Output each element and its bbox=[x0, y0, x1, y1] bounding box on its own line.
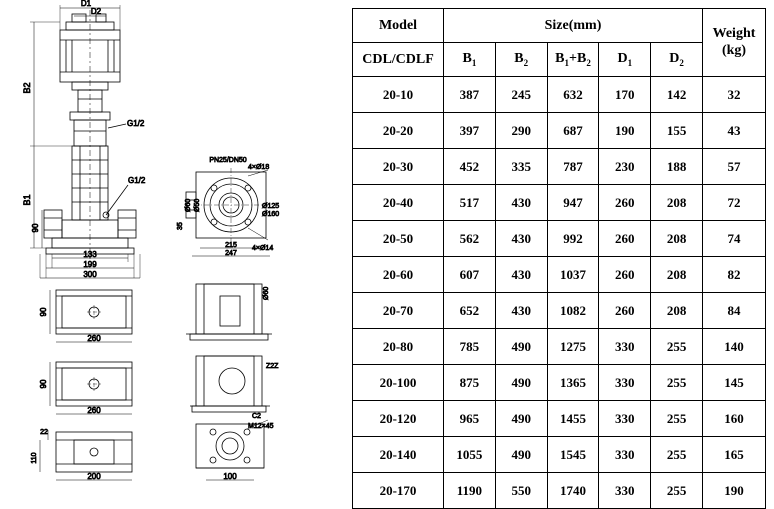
b1-cell: 562 bbox=[444, 221, 496, 257]
b2-cell: 290 bbox=[495, 113, 547, 149]
b2-cell: 430 bbox=[495, 185, 547, 221]
header-b1-plus-b2: $B_1+B_2$ bbox=[547, 43, 599, 77]
table-row bbox=[353, 365, 766, 401]
b1-cell: 652 bbox=[444, 293, 496, 329]
b1-cell: 387 bbox=[444, 77, 496, 113]
b1-plus-b2-cell: 632 bbox=[547, 77, 599, 113]
svg-text:Ø50: Ø50 bbox=[194, 198, 201, 212]
b2-cell: 550 bbox=[495, 473, 547, 509]
svg-text:22: 22 bbox=[40, 429, 48, 436]
svg-text:90: 90 bbox=[39, 307, 48, 317]
model-cell: 20-10 bbox=[353, 77, 444, 113]
d2-cell: 208 bbox=[651, 293, 703, 329]
b2-cell: 490 bbox=[495, 437, 547, 473]
model-cell: 20-40 bbox=[353, 185, 444, 221]
header-weight-line1: Weight bbox=[712, 26, 756, 42]
svg-text:D2: D2 bbox=[90, 7, 102, 16]
b2-cell: 430 bbox=[495, 257, 547, 293]
svg-text:300: 300 bbox=[83, 270, 97, 279]
b1-plus-b2-cell: 947 bbox=[547, 185, 599, 221]
b2-cell: 490 bbox=[495, 401, 547, 437]
header-model: Model bbox=[353, 9, 444, 43]
weight-cell: 84 bbox=[703, 293, 766, 329]
d1-cell: 230 bbox=[599, 149, 651, 185]
d1-cell: 260 bbox=[599, 293, 651, 329]
specification-table bbox=[352, 8, 766, 509]
d1-cell: 260 bbox=[599, 185, 651, 221]
weight-cell: 190 bbox=[703, 473, 766, 509]
svg-text:4×Ø18: 4×Ø18 bbox=[248, 164, 270, 171]
svg-text:100: 100 bbox=[223, 472, 237, 481]
table-row bbox=[353, 113, 766, 149]
b1-cell: 965 bbox=[444, 401, 496, 437]
d1-cell: 330 bbox=[599, 473, 651, 509]
drawing-svg bbox=[0, 0, 350, 500]
d2-cell: 188 bbox=[651, 149, 703, 185]
b1-plus-b2-cell: 787 bbox=[547, 149, 599, 185]
b1-plus-b2-cell: 1082 bbox=[547, 293, 599, 329]
svg-text:M12×45: M12×45 bbox=[248, 423, 274, 430]
b2-cell: 245 bbox=[495, 77, 547, 113]
b1-cell: 1055 bbox=[444, 437, 496, 473]
b1-plus-b2-cell: 1455 bbox=[547, 401, 599, 437]
table-row bbox=[353, 293, 766, 329]
d2-cell: 255 bbox=[651, 473, 703, 509]
svg-text:260: 260 bbox=[87, 334, 101, 343]
svg-text:G1/2: G1/2 bbox=[127, 119, 145, 128]
table-row bbox=[353, 437, 766, 473]
d2-cell: 208 bbox=[651, 185, 703, 221]
header-b2: $B_2$ bbox=[495, 43, 547, 77]
svg-text:199: 199 bbox=[83, 260, 97, 269]
svg-text:200: 200 bbox=[87, 472, 101, 481]
weight-cell: 72 bbox=[703, 185, 766, 221]
model-cell: 20-30 bbox=[353, 149, 444, 185]
weight-cell: 57 bbox=[703, 149, 766, 185]
d1-cell: 330 bbox=[599, 437, 651, 473]
table-row bbox=[353, 149, 766, 185]
d1-cell: 330 bbox=[599, 401, 651, 437]
b1-cell: 875 bbox=[444, 365, 496, 401]
b1-cell: 785 bbox=[444, 329, 496, 365]
d2-cell: 208 bbox=[651, 257, 703, 293]
b1-plus-b2-cell: 1037 bbox=[547, 257, 599, 293]
model-cell: 20-80 bbox=[353, 329, 444, 365]
svg-text:215: 215 bbox=[225, 242, 237, 249]
d2-cell: 155 bbox=[651, 113, 703, 149]
svg-text:Z2Z: Z2Z bbox=[266, 363, 279, 370]
b1-cell: 517 bbox=[444, 185, 496, 221]
model-cell: 20-20 bbox=[353, 113, 444, 149]
table-row bbox=[353, 185, 766, 221]
b2-cell: 490 bbox=[495, 329, 547, 365]
b1-plus-b2-cell: 1740 bbox=[547, 473, 599, 509]
table-row bbox=[353, 77, 766, 113]
header-d2: $D_2$ bbox=[651, 43, 703, 77]
table-row bbox=[353, 329, 766, 365]
b1-plus-b2-cell: 992 bbox=[547, 221, 599, 257]
svg-text:35: 35 bbox=[177, 222, 184, 230]
svg-text:133: 133 bbox=[83, 250, 97, 259]
weight-cell: 74 bbox=[703, 221, 766, 257]
pump-technical-drawing bbox=[0, 0, 350, 500]
table-row bbox=[353, 221, 766, 257]
b1-cell: 607 bbox=[444, 257, 496, 293]
b1-plus-b2-cell: 1545 bbox=[547, 437, 599, 473]
model-cell: 20-100 bbox=[353, 365, 444, 401]
b1-cell: 397 bbox=[444, 113, 496, 149]
svg-text:B1: B1 bbox=[22, 194, 32, 206]
svg-text:90: 90 bbox=[39, 379, 48, 389]
b2-cell: 490 bbox=[495, 365, 547, 401]
svg-text:Ø60: Ø60 bbox=[185, 198, 192, 212]
header-weight bbox=[703, 9, 766, 77]
model-cell: 20-60 bbox=[353, 257, 444, 293]
table-header-row-1 bbox=[353, 9, 766, 43]
model-cell: 20-170 bbox=[353, 473, 444, 509]
d2-cell: 142 bbox=[651, 77, 703, 113]
b1-cell: 1190 bbox=[444, 473, 496, 509]
d2-cell: 255 bbox=[651, 437, 703, 473]
table-row bbox=[353, 257, 766, 293]
header-model-series: CDL/CDLF bbox=[353, 43, 444, 77]
svg-text:B2: B2 bbox=[22, 82, 32, 94]
svg-text:C2: C2 bbox=[252, 413, 261, 420]
model-cell: 20-50 bbox=[353, 221, 444, 257]
weight-cell: 145 bbox=[703, 365, 766, 401]
d1-cell: 330 bbox=[599, 329, 651, 365]
d1-cell: 260 bbox=[599, 221, 651, 257]
d2-cell: 255 bbox=[651, 401, 703, 437]
specification-table-container bbox=[352, 8, 766, 509]
b1-cell: 452 bbox=[444, 149, 496, 185]
d2-cell: 255 bbox=[651, 365, 703, 401]
header-weight-line2: (kg) bbox=[721, 42, 747, 58]
b2-cell: 430 bbox=[495, 293, 547, 329]
svg-text:Ø160: Ø160 bbox=[262, 211, 280, 218]
b1-plus-b2-cell: 1275 bbox=[547, 329, 599, 365]
d1-cell: 260 bbox=[599, 257, 651, 293]
model-cell: 20-120 bbox=[353, 401, 444, 437]
d1-cell: 190 bbox=[599, 113, 651, 149]
weight-cell: 32 bbox=[703, 77, 766, 113]
table-row bbox=[353, 473, 766, 509]
b1-plus-b2-cell: 1365 bbox=[547, 365, 599, 401]
svg-text:Ø60: Ø60 bbox=[263, 286, 270, 300]
model-cell: 20-70 bbox=[353, 293, 444, 329]
b2-cell: 335 bbox=[495, 149, 547, 185]
svg-text:PN25/DN50: PN25/DN50 bbox=[209, 157, 247, 164]
d2-cell: 255 bbox=[651, 329, 703, 365]
table-body bbox=[353, 77, 766, 509]
svg-text:Ø125: Ø125 bbox=[262, 203, 280, 210]
d2-cell: 208 bbox=[651, 221, 703, 257]
svg-text:90: 90 bbox=[31, 223, 40, 233]
svg-text:110: 110 bbox=[31, 452, 38, 464]
b1-plus-b2-cell: 687 bbox=[547, 113, 599, 149]
weight-cell: 165 bbox=[703, 437, 766, 473]
model-cell: 20-140 bbox=[353, 437, 444, 473]
weight-cell: 160 bbox=[703, 401, 766, 437]
header-d1: $D_1$ bbox=[599, 43, 651, 77]
svg-text:247: 247 bbox=[225, 250, 237, 257]
svg-text:4×Ø14: 4×Ø14 bbox=[252, 245, 274, 252]
b2-cell: 430 bbox=[495, 221, 547, 257]
d1-cell: 330 bbox=[599, 365, 651, 401]
svg-text:G1/2: G1/2 bbox=[128, 176, 146, 185]
table-row bbox=[353, 401, 766, 437]
svg-text:260: 260 bbox=[87, 406, 101, 415]
weight-cell: 43 bbox=[703, 113, 766, 149]
weight-cell: 82 bbox=[703, 257, 766, 293]
weight-cell: 140 bbox=[703, 329, 766, 365]
header-size: Size(mm) bbox=[444, 9, 703, 43]
header-b1: $B_1$ bbox=[444, 43, 496, 77]
d1-cell: 170 bbox=[599, 77, 651, 113]
svg-text:D1: D1 bbox=[80, 0, 92, 8]
